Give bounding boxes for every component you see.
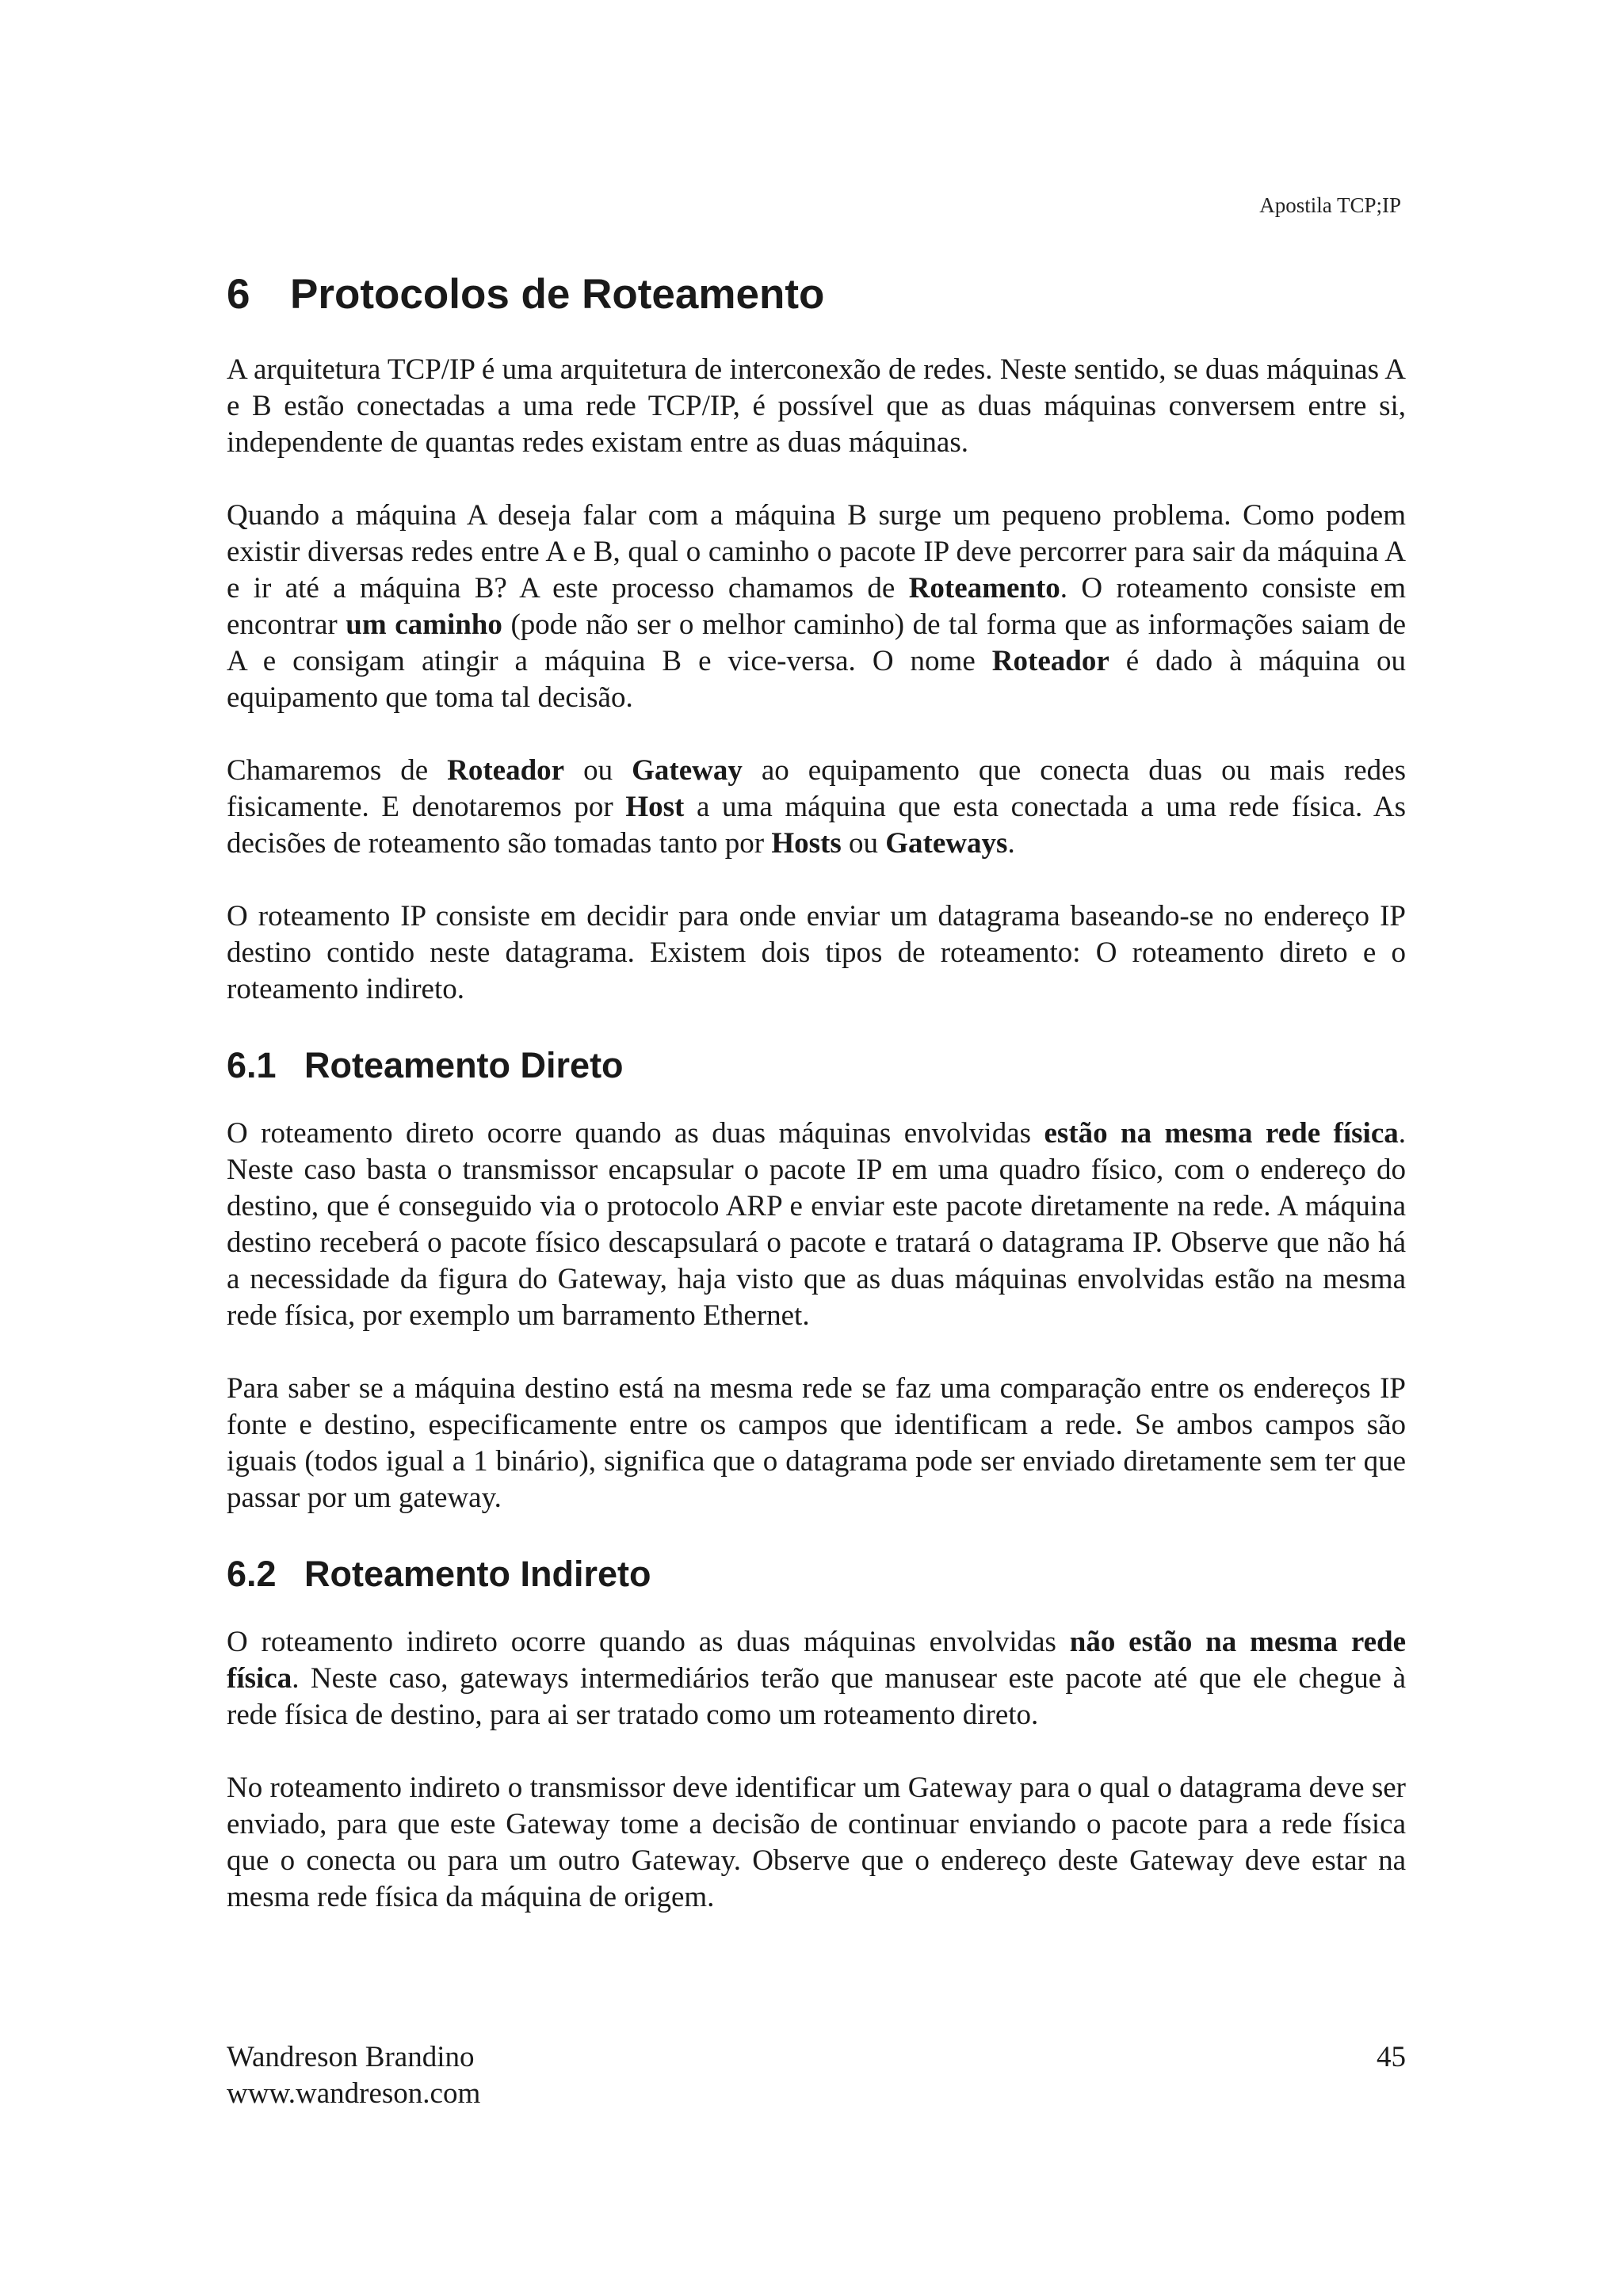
- text-run: .: [1007, 826, 1015, 860]
- text-run: (pode não ser o melhor caminho) de tal forma que as informações saiam de A e consigam atingir a máquina B e vice-versa. O nome: [227, 608, 1406, 677]
- text-run: Chamaremos de: [227, 753, 448, 787]
- page-footer: [227, 2039, 1406, 2112]
- section-heading: [227, 1044, 1406, 1087]
- bold-term: um caminho: [346, 608, 502, 641]
- bold-term: não estão na mesma rede física: [227, 1625, 1406, 1695]
- text-run: . Neste caso basta o transmissor encapsular o pacote IP em uma quadro físico, com o endereço do destino, que é conseguido via o protocolo ARP e enviar este pacote diretamente na rede. A máquina destino receberá o pacote físico descapsulará o pacote e tratará o datagrama IP. Observe que não há a necessidade da figura do Gateway, haja visto que as duas máquinas envolvidas estão na mesma rede física, por exemplo um barramento Ethernet.: [227, 1116, 1406, 1332]
- section-title: Roteamento Direto: [304, 1044, 624, 1085]
- text-run: . Neste caso, gateways intermediários terão que manusear este pacote até que ele chegue à rede física de destino, para ai ser tratado como um roteamento direto.: [227, 1661, 1406, 1731]
- text-run: Quando a máquina A deseja falar com a máquina B surge um pequeno problema. Como podem existir diversas redes entre A e B, qual o caminho o pacote IP deve percorrer para sair da máquina A e ir até a máquina B? A este processo chamamos de: [227, 498, 1406, 605]
- bold-term: Hosts: [771, 826, 842, 860]
- bold-term: Roteador: [991, 644, 1109, 677]
- chapter-heading: [227, 269, 1406, 320]
- paragraph: [227, 1624, 1406, 1733]
- text-run: ou: [841, 826, 886, 860]
- chapter-title: Protocolos de Roteamento: [290, 271, 825, 318]
- bold-term: Roteador: [447, 753, 565, 787]
- paragraph: [227, 352, 1406, 461]
- paragraph: [227, 753, 1406, 862]
- paragraph: [227, 1116, 1406, 1334]
- section-heading: [227, 1553, 1406, 1596]
- bold-term: Roteamento: [908, 571, 1060, 605]
- text-run: A arquitetura TCP/IP é uma arquitetura de interconexão de redes. Neste sentido, se duas máquinas A e B estão conectadas a uma rede TCP/IP, é possível que as duas máquinas conversem entre si, independente de quantas redes existam entre as duas máquinas.: [227, 353, 1406, 459]
- bold-term: Gateway: [632, 753, 743, 787]
- paragraph: [227, 1770, 1406, 1916]
- text-run: . O roteamento consiste em encontrar: [227, 571, 1406, 641]
- footer-website: www.wandreson.com: [227, 2077, 481, 2110]
- footer-author: Wandreson Brandino: [227, 2041, 475, 2073]
- text-run: ao equipamento que conecta duas ou mais redes fisicamente. E denotaremos por: [227, 753, 1407, 823]
- text-run: O roteamento direto ocorre quando as duas máquinas envolvidas: [227, 1116, 1044, 1150]
- bold-term: Gateways: [885, 826, 1008, 860]
- text-run: O roteamento IP consiste em decidir para onde enviar um datagrama baseando-se no endereço IP destino contido neste datagrama. Existem dois tipos de roteamento: O roteamento direto e o roteamento indireto.: [227, 899, 1406, 1005]
- page-number: 45: [1377, 2041, 1406, 2073]
- text-run: O roteamento indireto ocorre quando as duas máquinas envolvidas: [227, 1625, 1070, 1658]
- section-title: Roteamento Indireto: [304, 1553, 651, 1594]
- text-run: a uma máquina que esta conectada a uma rede física. As decisões de roteamento são tomadas tanto por: [227, 790, 1407, 860]
- bold-term: Host: [625, 790, 685, 823]
- chapter-intro: [227, 352, 1406, 1008]
- text-run: Para saber se a máquina destino está na mesma rede se faz uma comparação entre os endereços IP fonte e destino, especificamente entre os campos que identificam a rede. Se ambos campos são iguais (todos igual a 1 binário), significa que o datagrama pode ser enviado diretamente sem ter que passar por um gateway.: [227, 1371, 1406, 1514]
- section-number: 6.2: [227, 1553, 277, 1594]
- running-header: Apostila TCP;IP: [1259, 193, 1401, 217]
- section-body: [227, 1116, 1406, 1516]
- bold-term: estão na mesma rede física: [1044, 1116, 1399, 1150]
- text-run: ou: [564, 753, 632, 787]
- text-run: é dado à máquina ou equipamento que toma tal decisão.: [227, 644, 1406, 714]
- paragraph: [227, 1371, 1406, 1516]
- section-body: [227, 1624, 1406, 1916]
- page-content: [227, 269, 1406, 1952]
- text-run: No roteamento indireto o transmissor deve identificar um Gateway para o qual o datagrama deve ser enviado, para que este Gateway tome a decisão de continuar enviando o pacote para a rede física que o conecta ou para um outro Gateway. Observe que o endereço deste Gateway deve estar na mesma rede física da máquina de origem.: [227, 1771, 1406, 1913]
- section-number: 6.1: [227, 1044, 277, 1085]
- paragraph: [227, 898, 1406, 1008]
- paragraph: [227, 498, 1406, 716]
- chapter-number: 6: [227, 271, 250, 318]
